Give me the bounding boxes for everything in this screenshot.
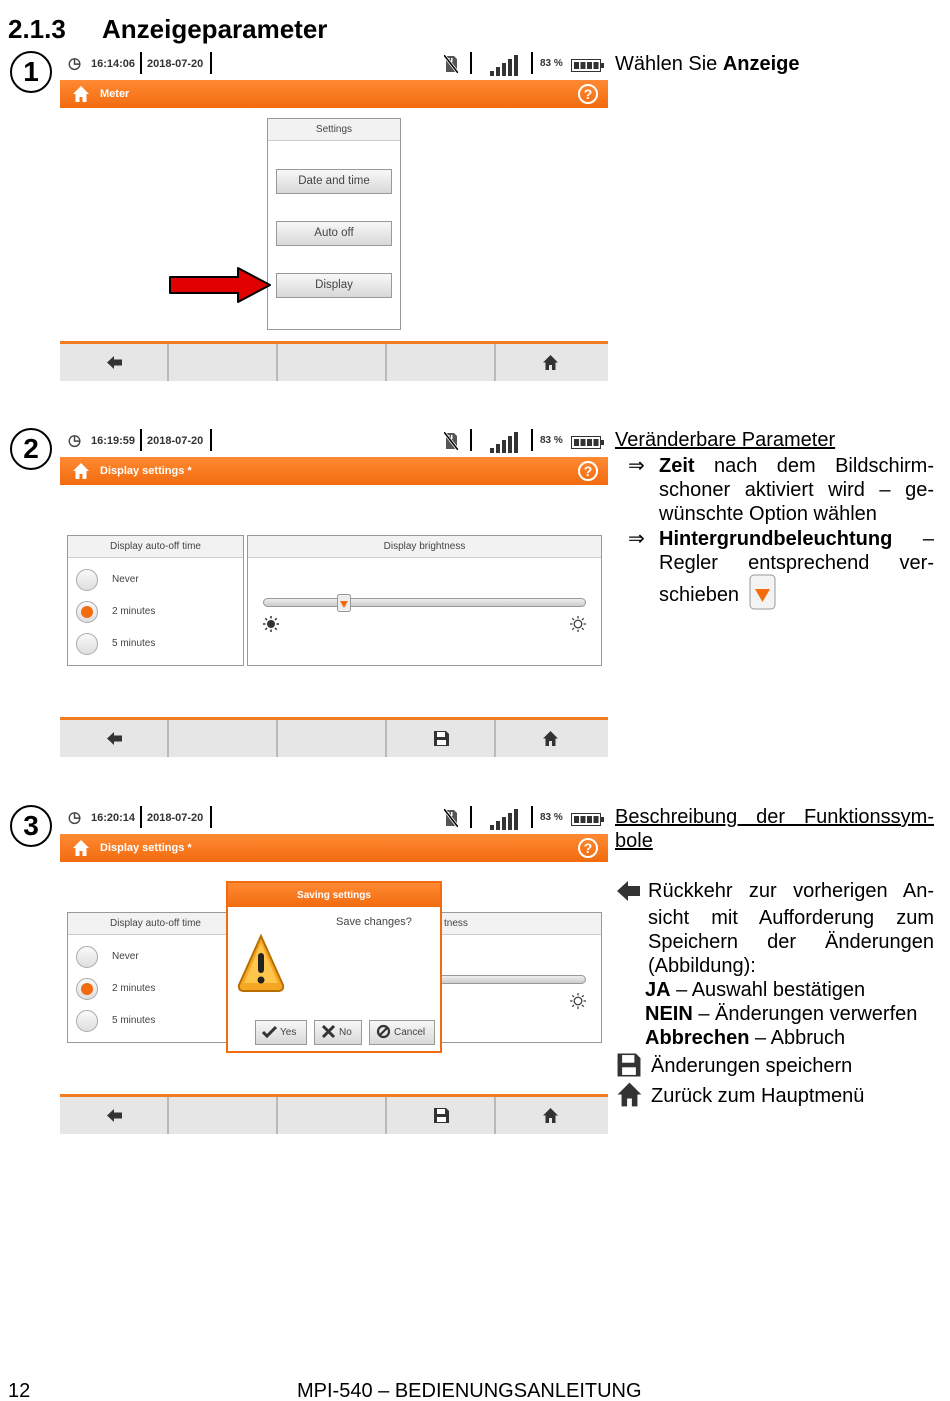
divider	[531, 52, 533, 74]
status-date: 2018-07-20	[147, 812, 204, 824]
bullet-2-line-1	[659, 527, 934, 551]
date-and-time-button[interactable]: Date and time	[276, 169, 392, 194]
nein-text: – Änderungen verwerfen	[692, 1003, 918, 1025]
save-button[interactable]	[387, 720, 496, 757]
back-button[interactable]	[60, 720, 169, 757]
status-date: 2018-07-20	[147, 58, 204, 70]
screen-meter	[60, 52, 608, 392]
bullet-2-bold: Hintergrundbeleuchtung	[659, 528, 893, 550]
back-desc-line-1: Rückkehr zur vorherigen An-	[648, 880, 934, 902]
abbrechen-text: – Abbruch	[749, 1027, 846, 1049]
signal-icon	[490, 808, 522, 830]
help-icon[interactable]: ?	[578, 838, 598, 858]
status-time: 16:20:14	[91, 812, 136, 824]
option-label: 2 minutes	[112, 606, 156, 617]
status-time: 16:14:06	[91, 58, 136, 70]
auto-off-button[interactable]: Auto off	[276, 221, 392, 246]
divider	[140, 806, 142, 828]
auto-off-panel	[67, 535, 244, 666]
brightness-high-icon	[570, 993, 586, 1009]
help-icon[interactable]: ?	[578, 84, 598, 104]
auto-off-header: Display auto-off time	[68, 536, 243, 558]
section-number: 2.1.3	[8, 14, 66, 44]
dialog-title: Saving settings	[228, 883, 440, 907]
divider	[210, 429, 212, 451]
battery-percent: 83 %	[540, 812, 563, 823]
home-button[interactable]	[496, 1097, 608, 1134]
radio-button-selected[interactable]	[76, 601, 98, 623]
home-desc: Zurück zum Hauptmenü	[651, 1085, 865, 1107]
toolbar-button-4[interactable]	[387, 344, 496, 381]
no-memory-card-icon	[444, 55, 458, 73]
status-date: 2018-07-20	[147, 435, 204, 447]
back-button[interactable]	[60, 1097, 169, 1134]
clock-icon: ◷	[68, 432, 82, 449]
status-time: 16:19:59	[91, 435, 136, 447]
implies-arrow: ⇒	[628, 455, 645, 477]
divider	[531, 806, 533, 828]
section-title	[8, 14, 327, 45]
bullet-2-line-3: schieben	[659, 584, 740, 606]
screen-title: Display settings *	[100, 842, 192, 854]
step-1-description	[615, 52, 800, 76]
settings-menu	[267, 118, 401, 330]
bullet-1-line-2: schoner aktiviert wird – ge-	[659, 479, 934, 501]
divider	[470, 52, 472, 74]
save-icon	[433, 730, 450, 747]
yes-button[interactable]	[255, 1020, 307, 1045]
brightness-header: tness	[248, 913, 601, 935]
auto-off-panel	[67, 912, 244, 1043]
divider	[470, 806, 472, 828]
no-memory-card-icon	[444, 432, 458, 450]
bullet-2-line-2: Regler entsprechend ver-	[659, 552, 934, 574]
ja-text: – Auswahl bestätigen	[670, 979, 866, 1001]
check-icon	[262, 1024, 277, 1039]
status-bar	[60, 429, 608, 455]
back-arrow-icon	[106, 1107, 123, 1124]
home-icon	[542, 354, 559, 371]
bottom-toolbar	[60, 341, 608, 381]
title-bar	[60, 834, 608, 862]
home-icon	[542, 1107, 559, 1124]
save-icon	[433, 1107, 450, 1124]
warning-icon	[236, 933, 286, 995]
divider	[140, 429, 142, 451]
divider	[210, 806, 212, 828]
divider	[140, 52, 142, 74]
brightness-panel	[247, 535, 602, 666]
divider	[531, 429, 533, 451]
no-button[interactable]	[314, 1020, 362, 1045]
option-no-desc	[645, 1002, 917, 1026]
back-desc-line-3: Speichern der Änderungen	[648, 931, 934, 953]
help-icon[interactable]: ?	[578, 461, 598, 481]
abbrechen-bold: Abbrechen	[645, 1027, 750, 1049]
divider	[470, 429, 472, 451]
slider-handle-icon	[749, 574, 776, 610]
battery-icon	[571, 436, 604, 449]
title-bar	[60, 80, 608, 108]
bullet-2-dash: –	[922, 528, 934, 550]
option-label: 5 minutes	[112, 1015, 156, 1026]
back-arrow-icon	[106, 730, 123, 747]
save-button[interactable]	[387, 1097, 496, 1134]
section-heading: Anzeigeparameter	[102, 14, 328, 44]
back-desc-line-2: sicht mit Aufforderung zum	[648, 907, 934, 929]
auto-off-header: Display auto-off time	[68, 913, 243, 935]
radio-button[interactable]	[76, 633, 98, 655]
radio-button[interactable]	[76, 1010, 98, 1032]
screen-title: Display settings *	[100, 465, 192, 477]
save-desc: Änderungen speichern	[651, 1055, 853, 1077]
home-button[interactable]	[496, 720, 608, 757]
toolbar-button-3[interactable]	[278, 344, 387, 381]
step-1-bold: Anzeige	[722, 53, 800, 75]
signal-icon	[490, 54, 522, 76]
bullet-1-line-3: wünschte Option wählen	[659, 503, 877, 525]
home-icon	[542, 730, 559, 747]
status-bar	[60, 52, 608, 78]
option-yes-desc	[645, 978, 865, 1002]
back-arrow-icon	[616, 880, 641, 902]
step-number-1: 1	[10, 51, 52, 93]
save-icon	[616, 1052, 642, 1078]
back-button[interactable]	[60, 344, 169, 381]
pointer-arrow	[168, 266, 272, 304]
option-label: Never	[112, 574, 139, 585]
radio-button[interactable]	[76, 946, 98, 968]
home-icon[interactable]	[72, 839, 90, 857]
bullet-1-line-1	[659, 454, 934, 478]
home-button[interactable]	[496, 344, 608, 381]
signal-icon	[490, 431, 522, 453]
status-bar	[60, 806, 608, 832]
back-arrow-icon	[106, 354, 123, 371]
screen-title: Meter	[100, 88, 130, 100]
no-label: No	[339, 1027, 352, 1038]
x-icon	[321, 1024, 336, 1039]
toolbar-button-3[interactable]	[278, 720, 387, 757]
divider	[210, 52, 212, 74]
page-number: 12	[8, 1380, 31, 1401]
saving-dialog	[226, 881, 442, 1053]
bottom-toolbar	[60, 717, 608, 757]
display-button[interactable]: Display	[276, 273, 392, 298]
brightness-slider[interactable]	[263, 598, 586, 607]
home-icon[interactable]	[72, 462, 90, 480]
battery-icon	[571, 59, 604, 72]
yes-label: Yes	[280, 1027, 297, 1038]
brightness-header: Display brightness	[248, 536, 601, 558]
radio-button-selected[interactable]	[76, 978, 98, 1000]
bottom-toolbar	[60, 1094, 608, 1134]
no-memory-card-icon	[444, 809, 458, 827]
step-number-2: 2	[10, 428, 52, 470]
nein-bold: NEIN	[645, 1003, 693, 1025]
step-3-heading-line-2: bole	[615, 830, 653, 852]
clock-icon: ◷	[68, 809, 82, 826]
option-label: 2 minutes	[112, 983, 156, 994]
slider-handle[interactable]	[337, 594, 351, 612]
brightness-low-icon	[263, 616, 279, 632]
option-label: Never	[112, 951, 139, 962]
home-icon	[616, 1081, 643, 1108]
toolbar-button-2[interactable]	[169, 344, 278, 381]
settings-header: Settings	[268, 119, 400, 141]
cancel-icon	[376, 1024, 391, 1039]
screen-saving-dialog	[60, 806, 608, 1146]
footer-title: MPI-540 – BEDIENUNGSANLEITUNG	[297, 1380, 642, 1401]
title-bar	[60, 457, 608, 485]
bullet-1-bold: Zeit	[659, 455, 695, 477]
cancel-button[interactable]	[369, 1020, 435, 1045]
radio-button[interactable]	[76, 569, 98, 591]
bullet-1-text: nach dem Bildschirm-	[713, 455, 934, 477]
option-cancel-desc	[645, 1026, 845, 1050]
step-3-heading-line-1: Beschreibung der Funktionssym-	[615, 806, 934, 828]
back-desc-line-4: (Abbildung):	[648, 955, 756, 977]
battery-percent: 83 %	[540, 58, 563, 69]
cancel-label: Cancel	[394, 1027, 426, 1038]
toolbar-button-2[interactable]	[169, 720, 278, 757]
battery-percent: 83 %	[540, 435, 563, 446]
screen-display-settings	[60, 429, 608, 769]
ja-bold: JA	[645, 979, 671, 1001]
toolbar-button-2[interactable]	[169, 1097, 278, 1134]
option-label: 5 minutes	[112, 638, 156, 649]
toolbar-button-3[interactable]	[278, 1097, 387, 1134]
battery-icon	[571, 813, 604, 826]
implies-arrow: ⇒	[628, 528, 645, 550]
brightness-high-icon	[570, 616, 586, 632]
home-icon[interactable]	[72, 85, 90, 103]
step-2-heading: Veränderbare Parameter	[615, 429, 836, 451]
step-1-text: Wählen Sie	[615, 53, 723, 75]
dialog-question: Save changes?	[336, 916, 412, 928]
step-number-3: 3	[10, 805, 52, 847]
clock-icon: ◷	[68, 55, 82, 72]
